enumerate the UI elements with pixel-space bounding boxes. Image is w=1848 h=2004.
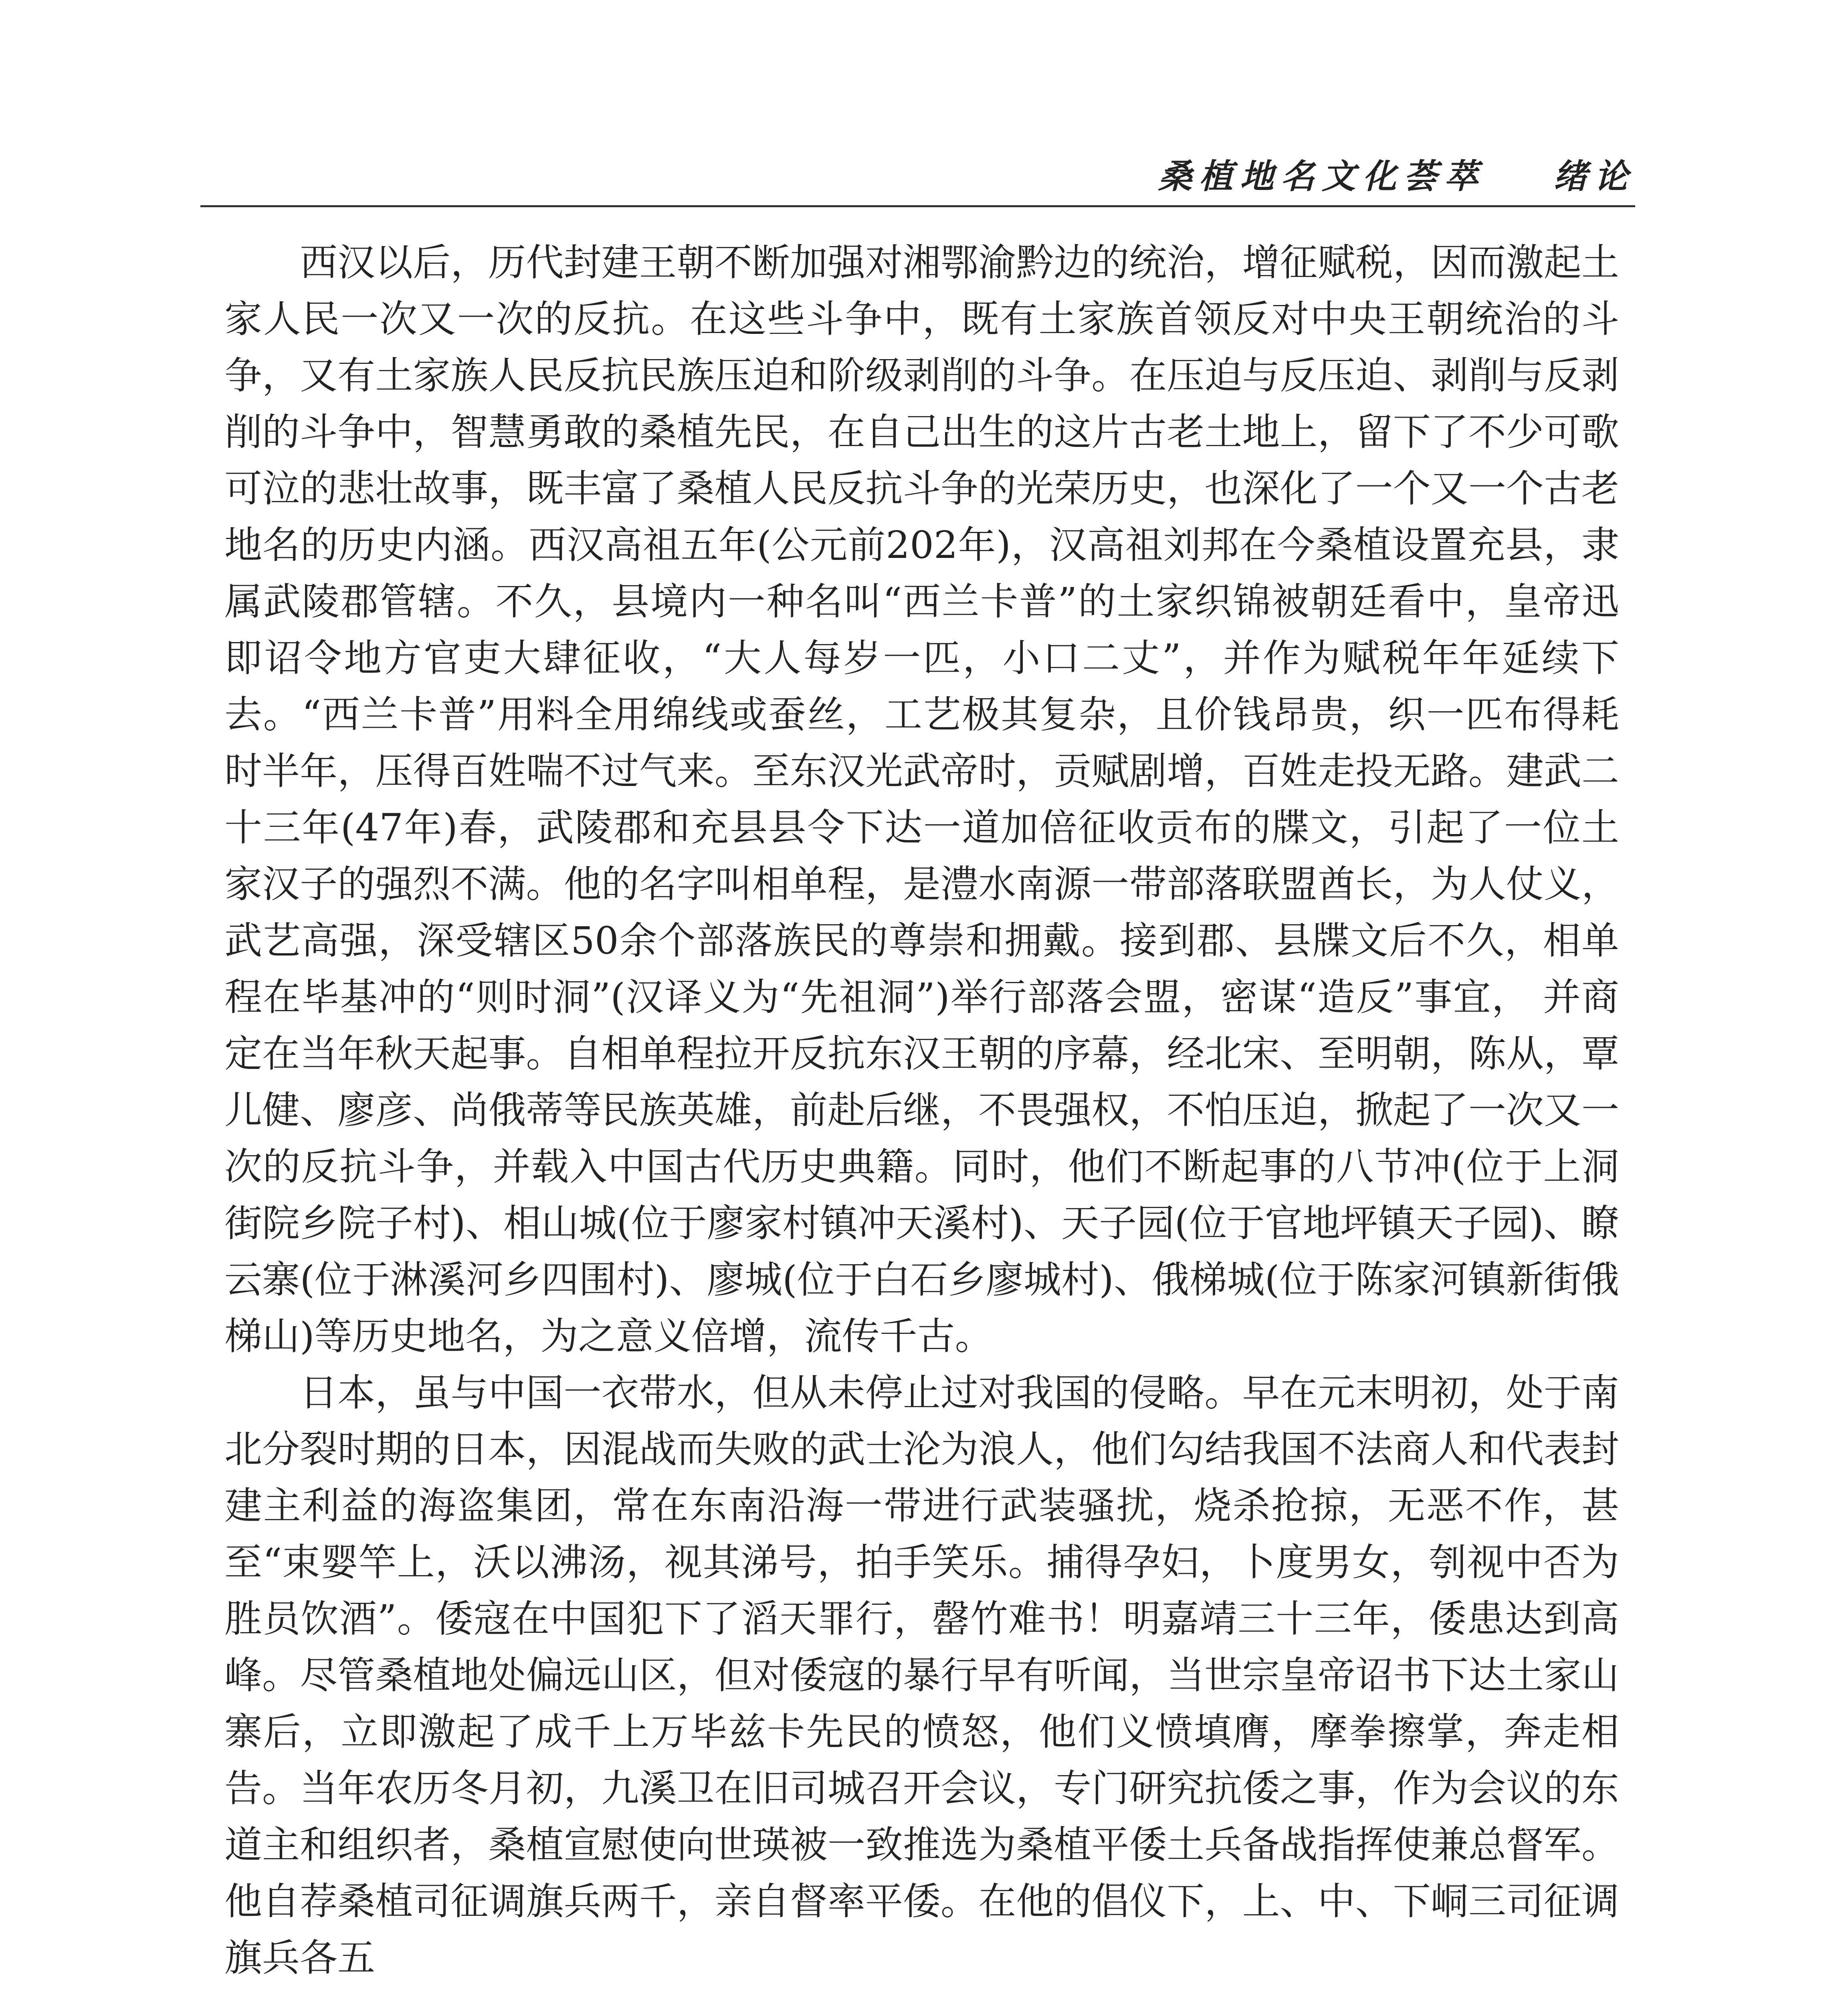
section-title: 绪论 — [1553, 157, 1635, 196]
book-title: 桑植地名文化荟萃 — [1158, 157, 1485, 196]
header-rule — [200, 205, 1635, 207]
body-text — [224, 234, 1619, 1986]
paragraph: 西汉以后，历代封建王朝不断加强对湘鄂渝黔边的统治，增征赋税，因而激起土家人民一次又一次的反抗。在这些斗争中，既有土家族首领反对中央王朝统治的斗争，又有土家族人民反抗民族压迫和阶级剥削的斗争。在压迫与反压迫、剥削与反剥削的斗争中，智慧勇敢的桑植先民，在自己出生的这片古老土地上，留下了不少可歌可泣的悲壮故事，既丰富了桑植人民反抗斗争的光荣历史，也深化了一个又一个古老地名的历史内涵。西汉高祖五年(公元前202年)，汉高祖刘邦在今桑植设置充县，隶属武陵郡管辖。不久，县境内一种名叫“西兰卡普”的土家织锦被朝廷看中，皇帝迅即诏令地方官吏大肆征收，“大人每岁一匹，小口二丈”，并作为赋税年年延续下去。“西兰卡普”用料全用绵线或蚕丝，工艺极其复杂，且价钱昂贵，织一匹布得耗时半年，压得百姓喘不过气来。至东汉光武帝时，贡赋剧增，百姓走投无路。建武二十三年(47年)春，武陵郡和充县县令下达一道加倍征收贡布的牒文，引起了一位土家汉子的强烈不满。他的名字叫相单程，是澧水南源一带部落联盟酋长，为人仗义，武艺高强，深受辖区50余个部落族民的尊崇和拥戴。接到郡、县牒文后不久，相单程在毕基冲的“则时洞”(汉译义为“先祖洞”)举行部落会盟，密谋“造反”事宜， 并商定在当年秋天起事。自相单程拉开反抗东汉王朝的序幕，经北宋、至明朝，陈从，覃儿健、廖彦、尚俄蒂等民族英雄，前赴后继，不畏强权，不怕压迫，掀起了一次又一次的反抗斗争，并载入中国古代历史典籍。同时，他们不断起事的八节冲(位于上洞街院乡院子村)、相山城(位于廖家村镇冲天溪村)、天子园(位于官地坪镇天子园)、瞭云寨(位于淋溪河乡四围村)、廖城(位于白石乡廖城村)、俄梯城(位于陈家河镇新街俄梯山)等历史地名，为之意义倍增，流传千古。 — [224, 241, 1619, 1358]
running-header — [200, 144, 1635, 208]
paragraph: 日本，虽与中国一衣带水，但从未停止过对我国的侵略。早在元末明初，处于南北分裂时期的日本，因混战而失败的武士沦为浪人，他们勾结我国不法商人和代表封建主利益的海盗集团，常在东南沿海一带进行武装骚扰，烧杀抢掠，无恶不作，甚至“束婴竿上，沃以沸汤，视其涕号，拍手笑乐。捕得孕妇，卜度男女，刳视中否为胜员饮酒”。倭寇在中国犯下了滔天罪行，罄竹难书！明嘉靖三十三年，倭患达到高峰。尽管桑植地处偏远山区，但对倭寇的暴行早有听闻，当世宗皇帝诏书下达土家山寨后，立即激起了成千上万毕兹卡先民的愤怒，他们义愤填膺，摩拳擦掌，奔走相告。当年农历冬月初，九溪卫在旧司城召开会议，专门研究抗倭之事，作为会议的东道主和组织者，桑植宣慰使向世瑛被一致推选为桑植平倭土兵备战指挥使兼总督军。他自荐桑植司征调旗兵两千，亲自督率平倭。在他的倡仪下，上、中、下峒三司征调旗兵各五 — [224, 1371, 1619, 1980]
